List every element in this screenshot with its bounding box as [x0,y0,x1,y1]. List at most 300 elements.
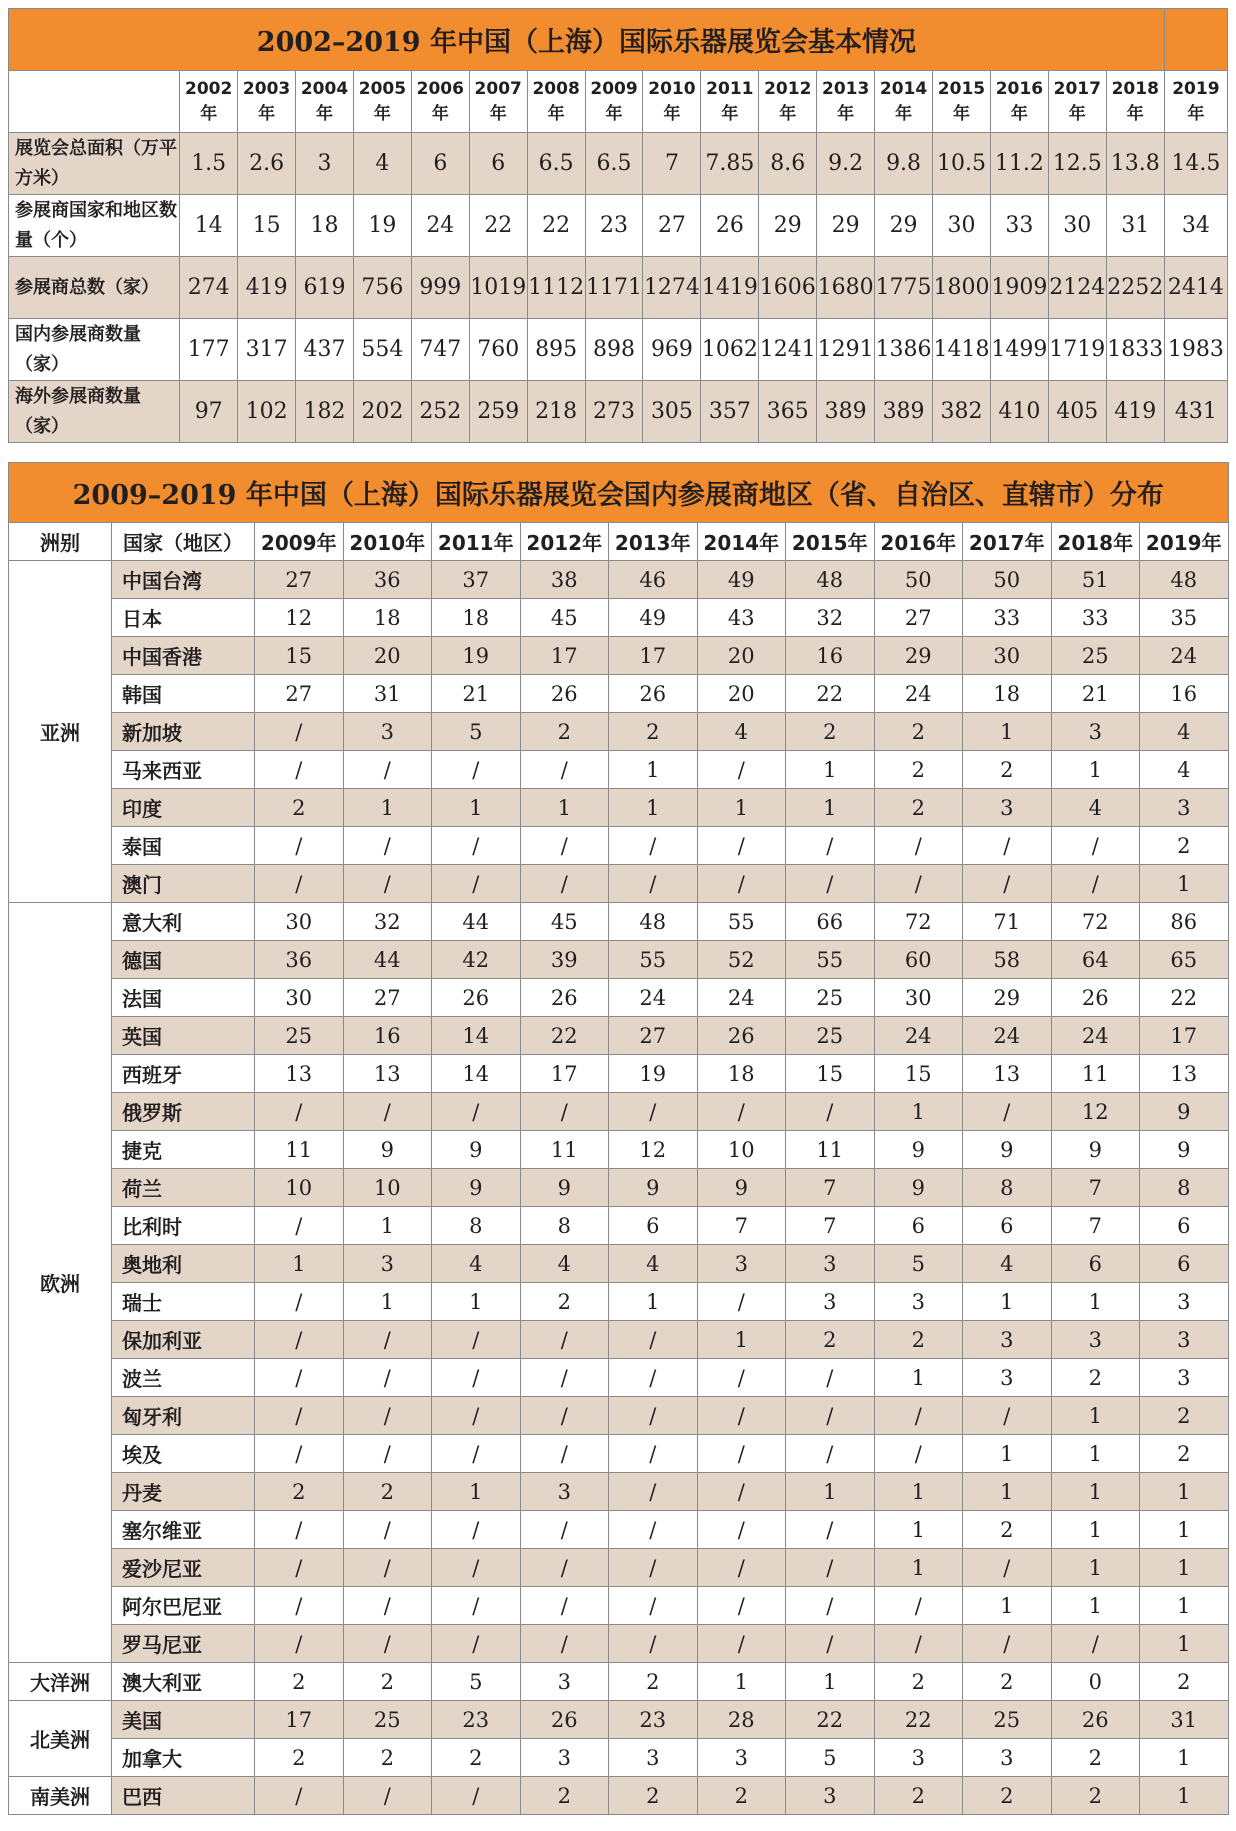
data-cell: / [343,1587,432,1625]
data-cell: 6 [411,133,469,195]
data-cell: / [255,1207,344,1245]
data-cell: 3 [963,1739,1052,1777]
data-cell: / [432,1549,521,1587]
year-header: 2012年 [520,523,609,561]
data-cell: 9 [343,1131,432,1169]
data-cell: / [432,1321,521,1359]
year-header: 2014年 [875,71,933,133]
data-cell: 97 [180,381,238,443]
year-header: 2017年 [1048,71,1106,133]
data-cell: / [255,751,344,789]
data-cell: 7 [1051,1169,1140,1207]
year-header: 2004年 [296,71,354,133]
data-cell: 23 [432,1701,521,1739]
data-cell: 1171 [585,257,643,319]
data-cell: / [609,1473,698,1511]
data-cell: / [786,827,875,865]
data-cell: 1 [343,789,432,827]
data-cell: / [520,1397,609,1435]
data-cell: 48 [786,561,875,599]
table-row [9,751,1229,789]
data-cell: / [255,1321,344,1359]
data-cell: 33 [963,599,1052,637]
data-cell: 1606 [759,257,817,319]
year-header: 2011年 [432,523,521,561]
data-cell: 1719 [1048,319,1106,381]
country-cell: 巴西 [112,1777,255,1815]
data-cell: 898 [585,319,643,381]
data-cell: 8 [520,1207,609,1245]
data-cell: 24 [874,675,963,713]
data-cell: 34 [1164,195,1227,257]
data-cell: 25 [255,1017,344,1055]
data-cell: 2 [343,1663,432,1701]
data-cell: 259 [469,381,527,443]
data-cell: 9 [874,1169,963,1207]
table-row [9,1625,1229,1663]
data-cell: 410 [990,381,1048,443]
data-cell: / [432,1587,521,1625]
data-cell: 760 [469,319,527,381]
table-row [9,195,1228,257]
data-cell: / [609,1511,698,1549]
data-cell: 2 [963,1777,1052,1815]
data-cell: / [343,1777,432,1815]
data-cell: 7 [786,1207,875,1245]
data-cell: 1 [1051,751,1140,789]
data-cell: 3 [520,1473,609,1511]
continent-cell: 亚洲 [9,561,112,903]
data-cell: 273 [585,381,643,443]
country-cell: 法国 [112,979,255,1017]
data-cell: 1983 [1164,319,1227,381]
data-cell: 11.2 [990,133,1048,195]
year-header: 2014年 [697,523,786,561]
data-cell: 619 [296,257,354,319]
data-cell: 27 [609,1017,698,1055]
data-cell: 31 [343,675,432,713]
data-cell: 30 [933,195,991,257]
data-cell: 9 [432,1169,521,1207]
year-header: 2018年 [1051,523,1140,561]
data-cell: 3 [963,789,1052,827]
data-cell: 19 [609,1055,698,1093]
data-cell: 1 [609,789,698,827]
data-cell: 2 [255,1739,344,1777]
data-cell: 25 [963,1701,1052,1739]
data-cell: / [432,1435,521,1473]
data-cell: / [697,1511,786,1549]
data-cell: 1 [1140,1625,1229,1663]
data-cell: / [343,1549,432,1587]
row-label: 国内参展商数量（家） [9,319,180,381]
year-header: 2018年 [1106,71,1164,133]
data-cell: 38 [520,561,609,599]
data-cell: 9 [520,1169,609,1207]
data-cell: 26 [520,979,609,1017]
country-cell: 匈牙利 [112,1397,255,1435]
data-cell: 1833 [1106,319,1164,381]
data-cell: / [520,865,609,903]
data-cell: 24 [697,979,786,1017]
country-cell: 美国 [112,1701,255,1739]
data-cell: 27 [255,561,344,599]
data-cell: 17 [255,1701,344,1739]
country-cell: 马来西亚 [112,751,255,789]
data-cell: / [432,751,521,789]
data-cell: / [1051,865,1140,903]
data-cell: 26 [432,979,521,1017]
country-cell: 澳大利亚 [112,1663,255,1701]
data-cell: / [520,1549,609,1587]
table-row [9,381,1228,443]
country-cell: 俄罗斯 [112,1093,255,1131]
data-cell: / [255,1283,344,1321]
data-cell: 26 [520,675,609,713]
data-cell: 52 [697,941,786,979]
data-cell: / [963,1549,1052,1587]
data-cell: 22 [786,675,875,713]
data-cell: / [432,827,521,865]
data-cell: 72 [1051,903,1140,941]
data-cell: 3 [1140,789,1229,827]
continent-cell: 北美洲 [9,1701,112,1777]
year-header: 2015年 [786,523,875,561]
year-header: 2008年 [527,71,585,133]
data-cell: / [255,1511,344,1549]
data-cell: 1 [786,751,875,789]
table-row [9,1777,1229,1815]
table-row [9,1169,1229,1207]
data-cell: 23 [585,195,643,257]
data-cell: / [786,865,875,903]
country-cell: 埃及 [112,1435,255,1473]
data-cell: 22 [520,1017,609,1055]
data-cell: 1 [786,1663,875,1701]
data-cell: 2 [874,751,963,789]
data-cell: / [963,865,1052,903]
data-cell: 28 [697,1701,786,1739]
data-cell: 1 [963,713,1052,751]
data-cell: / [786,1625,875,1663]
data-cell: 431 [1164,381,1227,443]
data-cell: 4 [1140,751,1229,789]
data-cell: 1 [697,1321,786,1359]
data-cell: 11 [255,1131,344,1169]
data-cell: 49 [609,599,698,637]
table1-header-row [9,71,1228,133]
data-cell: 39 [520,941,609,979]
data-cell: 50 [874,561,963,599]
data-cell: 25 [343,1701,432,1739]
data-cell: 2 [786,713,875,751]
data-cell: / [432,1359,521,1397]
data-cell: 8.6 [759,133,817,195]
data-cell: 16 [343,1017,432,1055]
data-cell: 1 [432,789,521,827]
data-cell: / [255,1359,344,1397]
data-cell: 4 [432,1245,521,1283]
year-header: 2012年 [759,71,817,133]
data-cell: / [697,865,786,903]
data-cell: 51 [1051,561,1140,599]
country-cell: 英国 [112,1017,255,1055]
data-cell: 86 [1140,903,1229,941]
data-cell: 27 [874,599,963,637]
data-cell: 202 [353,381,411,443]
data-cell: 9 [1051,1131,1140,1169]
data-cell: 0 [1051,1663,1140,1701]
table-row [9,1397,1229,1435]
data-cell: 9 [1140,1131,1229,1169]
data-cell: 5 [432,713,521,751]
data-cell: 1 [1051,1283,1140,1321]
country-cell: 阿尔巴尼亚 [112,1587,255,1625]
data-cell: 3 [1140,1321,1229,1359]
country-cell: 捷克 [112,1131,255,1169]
data-cell: 17 [1140,1017,1229,1055]
table-row [9,1663,1229,1701]
data-cell: 1775 [875,257,933,319]
country-cell: 奥地利 [112,1245,255,1283]
data-cell: 1 [1140,865,1229,903]
data-cell: 23 [609,1701,698,1739]
data-cell: / [520,1587,609,1625]
data-cell: 9 [609,1169,698,1207]
data-cell: 26 [1051,979,1140,1017]
data-cell: 1 [1051,1435,1140,1473]
data-cell: / [786,1359,875,1397]
data-cell: / [255,1435,344,1473]
data-cell: / [343,751,432,789]
data-cell: 16 [786,637,875,675]
data-cell: 15 [255,637,344,675]
data-cell: 13 [255,1055,344,1093]
data-cell: 36 [255,941,344,979]
data-cell: / [255,1625,344,1663]
data-cell: 1 [963,1587,1052,1625]
data-cell: 2 [874,1663,963,1701]
data-cell: / [697,1549,786,1587]
data-cell: 2 [255,789,344,827]
data-cell: 4 [353,133,411,195]
data-cell: 1 [874,1549,963,1587]
data-cell: 9 [874,1131,963,1169]
data-cell: 2 [874,713,963,751]
data-cell: 64 [1051,941,1140,979]
country-cell: 中国香港 [112,637,255,675]
country-cell: 比利时 [112,1207,255,1245]
col-continent-header: 洲别 [9,523,112,561]
data-cell: 1 [963,1283,1052,1321]
table2-title-row [9,463,1229,523]
data-cell: / [786,1435,875,1473]
data-cell: 49 [697,561,786,599]
table-row [9,599,1229,637]
data-cell: 32 [786,599,875,637]
data-cell: 6.5 [527,133,585,195]
data-cell: 2 [963,751,1052,789]
data-cell: 9 [1140,1093,1229,1131]
data-cell: 2124 [1048,257,1106,319]
data-cell: 13.8 [1106,133,1164,195]
data-cell: 29 [759,195,817,257]
year-header: 2019年 [1140,523,1229,561]
year-header: 2003年 [238,71,296,133]
data-cell: / [786,1587,875,1625]
data-cell: / [697,1397,786,1435]
table-row [9,1359,1229,1397]
table2-title: 2009–2019 年中国（上海）国际乐器展览会国内参展商地区（省、自治区、直辖市）分布 [9,463,1229,523]
data-cell: 58 [963,941,1052,979]
data-cell: / [343,1511,432,1549]
data-cell: 3 [343,713,432,751]
data-cell: 55 [786,941,875,979]
data-cell: 2 [874,1321,963,1359]
data-cell: 26 [1051,1701,1140,1739]
data-cell: 8 [1140,1169,1229,1207]
data-cell: 389 [875,381,933,443]
year-header: 2010年 [643,71,701,133]
data-cell: 5 [432,1663,521,1701]
data-cell: 3 [520,1663,609,1701]
country-cell: 加拿大 [112,1739,255,1777]
data-cell: 1 [697,789,786,827]
table-row [9,1587,1229,1625]
table-row [9,1245,1229,1283]
data-cell: 1 [874,1473,963,1511]
data-cell: 21 [432,675,521,713]
table-row [9,1321,1229,1359]
table1-title-corner [1164,9,1227,71]
data-cell: / [432,1093,521,1131]
data-cell: 1 [1140,1739,1229,1777]
data-cell: 419 [1106,381,1164,443]
year-header: 2002年 [180,71,238,133]
data-cell: 18 [963,675,1052,713]
table-row [9,319,1228,381]
data-cell: 35 [1140,599,1229,637]
table1-corner-cell [9,71,180,133]
data-cell: / [609,827,698,865]
data-cell: / [697,1093,786,1131]
data-cell: 357 [701,381,759,443]
data-cell: / [255,827,344,865]
data-cell: 27 [343,979,432,1017]
data-cell: 1 [874,1511,963,1549]
data-cell: 182 [296,381,354,443]
data-cell: / [786,1397,875,1435]
data-cell: 6 [469,133,527,195]
table-row [9,979,1229,1017]
data-cell: 15 [238,195,296,257]
data-cell: 1 [609,751,698,789]
year-header: 2007年 [469,71,527,133]
data-cell: 2252 [1106,257,1164,319]
data-cell: / [963,827,1052,865]
data-cell: 19 [432,637,521,675]
data-cell: 1800 [933,257,991,319]
data-cell: / [874,1435,963,1473]
data-cell: 10 [697,1131,786,1169]
data-cell: 1291 [817,319,875,381]
data-cell: 5 [786,1739,875,1777]
row-label: 展览会总面积（万平方米） [9,133,180,195]
country-cell: 瑞士 [112,1283,255,1321]
table-row [9,1055,1229,1093]
data-cell: 1 [1140,1549,1229,1587]
data-cell: 102 [238,381,296,443]
year-header: 2010年 [343,523,432,561]
data-cell: 26 [609,675,698,713]
data-cell: 30 [1048,195,1106,257]
data-cell: 21 [1051,675,1140,713]
data-cell: 1 [1140,1777,1229,1815]
country-cell: 中国台湾 [112,561,255,599]
table1-body [9,133,1228,443]
data-cell: 1 [343,1283,432,1321]
data-cell: 7 [697,1207,786,1245]
data-cell: 3 [786,1283,875,1321]
data-cell: 1 [874,1093,963,1131]
data-cell: / [697,1587,786,1625]
data-cell: 71 [963,903,1052,941]
data-cell: / [609,1359,698,1397]
data-cell: 4 [1051,789,1140,827]
data-cell: / [343,1625,432,1663]
table-row [9,941,1229,979]
data-cell: / [255,1587,344,1625]
data-cell: 15 [786,1055,875,1093]
data-cell: 60 [874,941,963,979]
data-cell: 26 [701,195,759,257]
table2-header-row [9,523,1229,561]
data-cell: 3 [697,1245,786,1283]
data-cell: 25 [1051,637,1140,675]
data-cell: 48 [609,903,698,941]
data-cell: 31 [1140,1701,1229,1739]
data-cell: 24 [874,1017,963,1055]
data-cell: 4 [963,1245,1052,1283]
data-cell: / [343,1435,432,1473]
data-cell: / [697,751,786,789]
data-cell: 274 [180,257,238,319]
data-cell: 25 [786,979,875,1017]
data-cell: 3 [343,1245,432,1283]
data-cell: 29 [817,195,875,257]
year-header: 2009年 [585,71,643,133]
data-cell: / [697,1435,786,1473]
data-cell: 17 [609,637,698,675]
data-cell: 20 [343,637,432,675]
data-cell: / [697,827,786,865]
data-cell: 1 [786,1473,875,1511]
data-cell: 2.6 [238,133,296,195]
data-cell: 3 [1051,713,1140,751]
data-cell: 11 [520,1131,609,1169]
data-cell: 2 [1051,1777,1140,1815]
data-cell: / [609,1435,698,1473]
data-cell: 4 [1140,713,1229,751]
continent-cell: 南美洲 [9,1777,112,1815]
data-cell: 2 [609,713,698,751]
data-cell: / [609,1625,698,1663]
data-cell: 1241 [759,319,817,381]
data-cell: 14 [432,1017,521,1055]
data-cell: 1386 [875,319,933,381]
country-cell: 爱沙尼亚 [112,1549,255,1587]
data-cell: / [697,1283,786,1321]
